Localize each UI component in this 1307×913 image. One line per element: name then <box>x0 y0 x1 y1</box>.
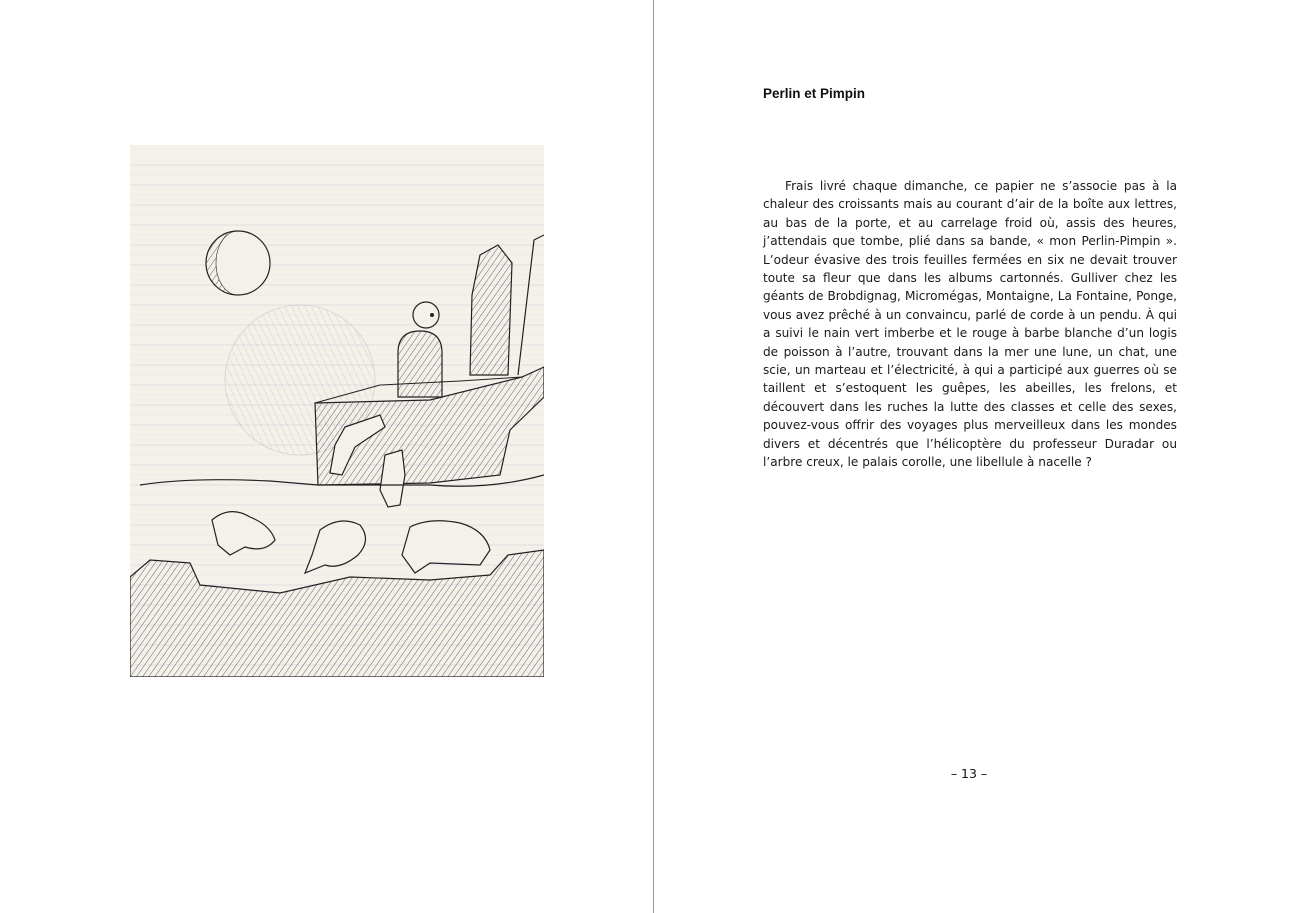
body-paragraph: Frais livré chaque dimanche, ce papier ne s’associe pas à la chaleur des croissants mais au courant d’air de la boîte aux lettres, au bas de la porte, et au carrelage froid où, assis des heures, j’attendais que tombe, plié dans sa bande, « mon Perlin-Pimpin ». L’odeur évasive des trois feuilles fermées en six ne devait trouver toute sa fleur que dans les albums cartonnés. Gulliver chez les géants de Brobdignag, Micromégas, Montaigne, La Fontaine, Ponge, vous avez prêché à un convaincu, parlé de corde à un pendu. À qui a suivi le nain vert imberbe et le rouge à barbe blanche d’un logis de poisson à l’autre, trouvant dans la mer une lune, un chat, une scie, un marteau et l’électricité, à qui a participé aux guerres où se taillent et s’estoquent les guêpes, les abeilles, les frelons, et découvert dans les ruches la lutte des classes et celle des sexes, pouvez-vous offrir des voyages plus merveilleux dans les mondes divers et décentrés que l’hélicoptère du professeur Duradar ou l’arbre creux, le palais corolle, une libellule à nacelle ? <box>763 179 1177 470</box>
right-page <box>654 0 1307 913</box>
left-page <box>0 0 653 913</box>
page-number: – 13 – <box>950 766 988 781</box>
moon <box>206 231 270 295</box>
notebook-drawing <box>130 145 544 677</box>
chapter-heading: Perlin et Pimpin <box>763 86 866 101</box>
